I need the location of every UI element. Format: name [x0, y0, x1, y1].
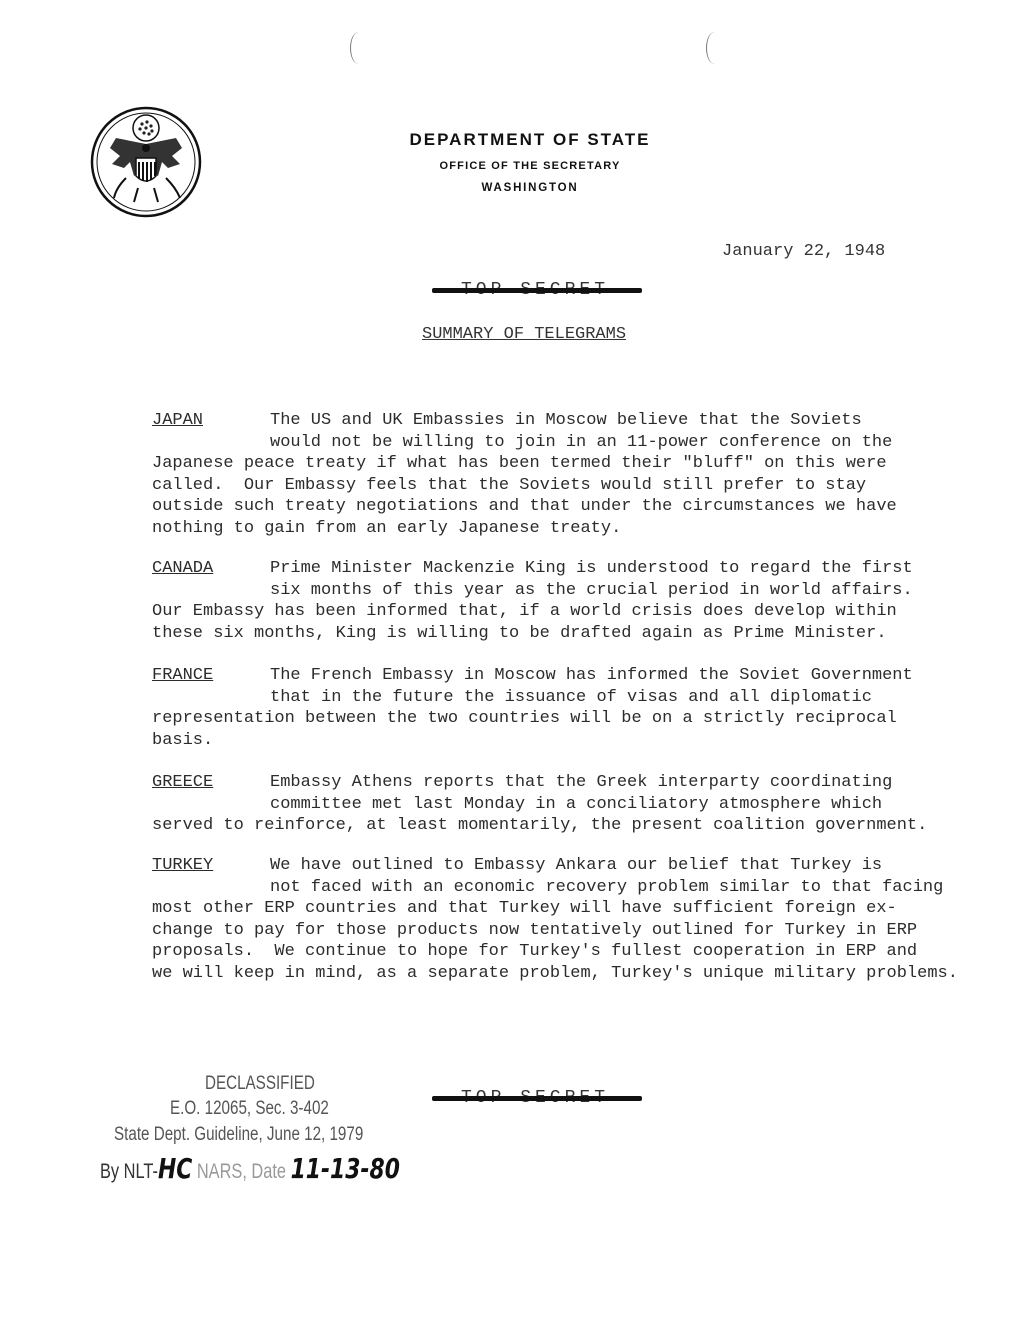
body-line: proposals. We continue to hope for Turkey's fullest cooperation in ERP and — [152, 942, 918, 961]
section-france — [152, 665, 1002, 751]
body-line: We have outlined to Embassy Ankara our belief that Turkey is — [270, 856, 883, 875]
country-heading: TURKEY — [152, 856, 214, 875]
body-line: we will keep in mind, as a separate problem, Turkey's unique military problems. — [152, 963, 958, 983]
handwritten-nlt-number: HC — [157, 1152, 193, 1185]
country-heading: CANADA — [152, 559, 214, 578]
body-line: most other ERP countries and that Turkey will have sufficient foreign ex- — [152, 899, 897, 918]
declassified-stamp-order: E.O. 12065, Sec. 3-402 — [170, 1098, 329, 1119]
body-line: not faced with an economic recovery problem similar to that facing — [270, 877, 944, 897]
body-line: committee met last Monday in a conciliatory atmosphere which — [270, 794, 883, 814]
country-heading: GREECE — [152, 773, 214, 792]
body-line: nothing to gain from an early Japanese treaty. — [152, 518, 622, 538]
classification-marking-top — [420, 280, 650, 300]
body-line: outside such treaty negotiations and that under the circumstances we have — [152, 497, 897, 516]
body-line: The US and UK Embassies in Moscow believe that the Soviets — [270, 411, 862, 430]
section-canada — [152, 558, 1002, 644]
body-line: these six months, King is willing to be drafted again as Prime Minister. — [152, 623, 887, 643]
body-line: change to pay for those products now tentatively outlined for Turkey in ERP — [152, 920, 918, 940]
department-title: DEPARTMENT OF STATE — [409, 130, 651, 149]
document-date: January 22, 1948 — [722, 242, 886, 261]
body-line: six months of this year as the crucial period in world affairs. — [270, 580, 913, 600]
nars-date-label: NARS, Date — [196, 1160, 287, 1183]
body-line: would not be willing to join in an 11-power conference on the — [270, 432, 893, 452]
city-title: WASHINGTON — [481, 182, 579, 194]
declassified-stamp-guideline: State Dept. Guideline, June 12, 1979 — [114, 1124, 364, 1145]
section-japan — [152, 410, 1002, 539]
body-line: called. Our Embassy feels that the Soviets would still prefer to stay — [152, 475, 867, 495]
handwritten-date: 11-13-80 — [290, 1152, 400, 1185]
strike-through — [432, 1096, 642, 1101]
body-line: served to reinforce, at least momentarily, the present coalition government. — [152, 816, 928, 835]
strike-through — [432, 288, 642, 293]
country-heading: FRANCE — [152, 666, 214, 685]
declassified-stamp-authority — [100, 1152, 400, 1185]
subject-heading: SUMMARY OF TELEGRAMS — [422, 325, 627, 344]
classification-marking-bottom — [420, 1088, 650, 1108]
punch-hole-mark — [350, 32, 367, 64]
punch-hole-mark — [706, 32, 723, 64]
body-line: Embassy Athens reports that the Greek interparty coordinating — [270, 773, 893, 792]
body-line: Japanese peace treaty if what has been termed their "bluff" on this were — [152, 454, 887, 473]
country-heading: JAPAN — [152, 411, 204, 430]
nlt-prefix: By NLT- — [100, 1160, 158, 1183]
declassified-stamp-title: DECLASSIFIED — [205, 1073, 315, 1094]
great-seal-icon — [90, 106, 202, 218]
office-title: OFFICE OF THE SECRETARY — [439, 160, 621, 172]
body-line: Prime Minister Mackenzie King is understood to regard the first — [270, 559, 913, 578]
body-line: The French Embassy in Moscow has informed the Soviet Government — [270, 666, 913, 685]
body-line: basis. — [152, 730, 214, 750]
body-line: that in the future the issuance of visas and all diplomatic — [270, 687, 872, 707]
body-line: representation between the two countries will be on a strictly reciprocal — [152, 709, 897, 728]
body-line: Our Embassy has been informed that, if a world crisis does develop within — [152, 602, 897, 621]
section-greece — [152, 772, 1002, 837]
section-turkey — [152, 855, 1002, 984]
